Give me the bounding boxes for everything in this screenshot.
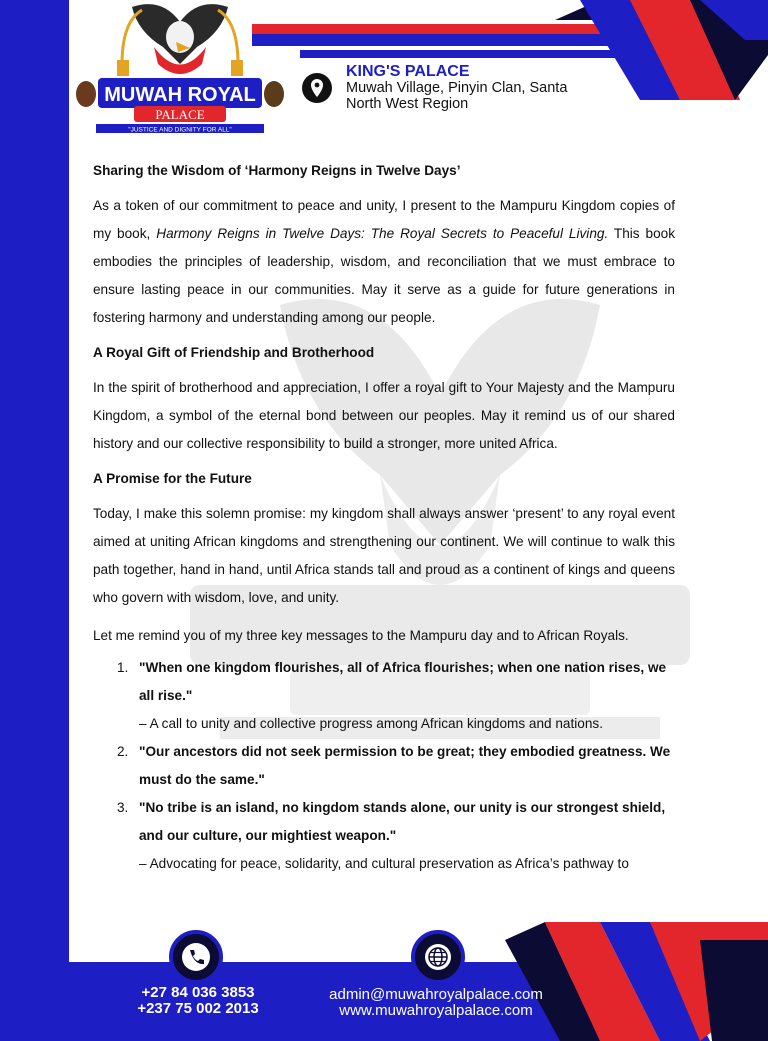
logo-motto: "JUSTICE AND DIGNITY FOR ALL" bbox=[128, 126, 232, 134]
list-item bbox=[93, 738, 675, 794]
paragraph-book bbox=[93, 192, 675, 332]
book-title: Harmony Reigns in Twelve Days: The Royal Secrets to Peaceful Living. bbox=[156, 226, 609, 241]
paragraph-intro: Let me remind you of my three key messages to the Mampuru day and to African Royals. bbox=[93, 628, 629, 643]
list-number: 1. bbox=[117, 660, 129, 675]
email-address[interactable]: admin@muwahroyalpalace.com bbox=[329, 986, 543, 1003]
section-heading-promise: A Promise for the Future bbox=[93, 471, 252, 486]
list-item bbox=[93, 794, 675, 878]
letter-body bbox=[93, 160, 675, 878]
muwah-royal-palace-logo bbox=[72, 2, 287, 137]
palace-address bbox=[346, 63, 567, 112]
message-quote: "When one kingdom flourishes, all of Africa flourishes; when one nation rises, we all rise." bbox=[139, 660, 667, 703]
phone-number-1[interactable]: +27 84 036 3853 bbox=[141, 984, 255, 1001]
list-number: 3. bbox=[117, 800, 129, 815]
footer-banner bbox=[0, 900, 768, 1041]
key-messages-list bbox=[93, 654, 675, 878]
globe-icon bbox=[423, 942, 453, 972]
website-url[interactable]: www.muwahroyalpalace.com bbox=[339, 1002, 533, 1019]
left-blue-bar bbox=[0, 0, 69, 1041]
paragraph-book-end: This book embodies the principles of leadership, wisdom, and reconciliation that we must embrace to ensure lasting peace in our communities. May it serve as a guide for future generations in fostering harmony and understanding among our people. bbox=[93, 226, 675, 325]
list-item bbox=[93, 654, 675, 738]
message-quote: "No tribe is an island, no kingdom stands alone, our unity is our strongest shield, and our culture, our mightiest weapon." bbox=[139, 800, 666, 843]
message-note: – A call to unity and collective progress among African kingdoms and nations. bbox=[139, 716, 603, 731]
address-line-1: Muwah Village, Pinyin Clan, Santa bbox=[346, 80, 568, 96]
phone-icon bbox=[181, 942, 211, 972]
section-heading-wisdom: Sharing the Wisdom of ‘Harmony Reigns in Twelve Days’ bbox=[93, 163, 461, 178]
paragraph-book-start: As a token of our commitment to peace and unity, I present to the Mampuru Kingdom copies of my book, bbox=[93, 198, 675, 241]
paragraph-promise: Today, I make this solemn promise: my kingdom shall always answer ‘present’ to any royal event aimed at uniting African kingdoms and strengthening our continent. We will continue to walk this path together, hand in hand, until Africa stands tall and proud as a continent of kings and queens who govern with wisdom, love, and unity. bbox=[93, 506, 675, 605]
location-pin-icon bbox=[301, 72, 333, 104]
phone-number-2[interactable]: +237 75 002 2013 bbox=[137, 1000, 259, 1017]
address-line-2: North West Region bbox=[346, 96, 469, 112]
footer-phones bbox=[118, 985, 278, 1017]
logo-name: MUWAH ROYAL bbox=[104, 84, 256, 106]
footer-web bbox=[318, 987, 554, 1019]
paragraph-gift: In the spirit of brotherhood and appreciation, I offer a royal gift to Your Majesty and the Mampuru Kingdom, a symbol of the eternal bond between our peoples. May it remind us of our shared history and our collective responsibility to build a stronger, more united Africa. bbox=[93, 380, 675, 451]
list-number: 2. bbox=[117, 744, 129, 759]
address-title: KING'S PALACE bbox=[346, 63, 470, 80]
section-heading-gift: A Royal Gift of Friendship and Brotherhood bbox=[93, 345, 375, 360]
message-note: – Advocating for peace, solidarity, and cultural preservation as Africa’s pathway to bbox=[139, 856, 629, 871]
message-quote: "Our ancestors did not seek permission to be great; they embodied greatness. We must do the same." bbox=[139, 744, 671, 787]
logo-sub: PALACE bbox=[155, 107, 205, 122]
